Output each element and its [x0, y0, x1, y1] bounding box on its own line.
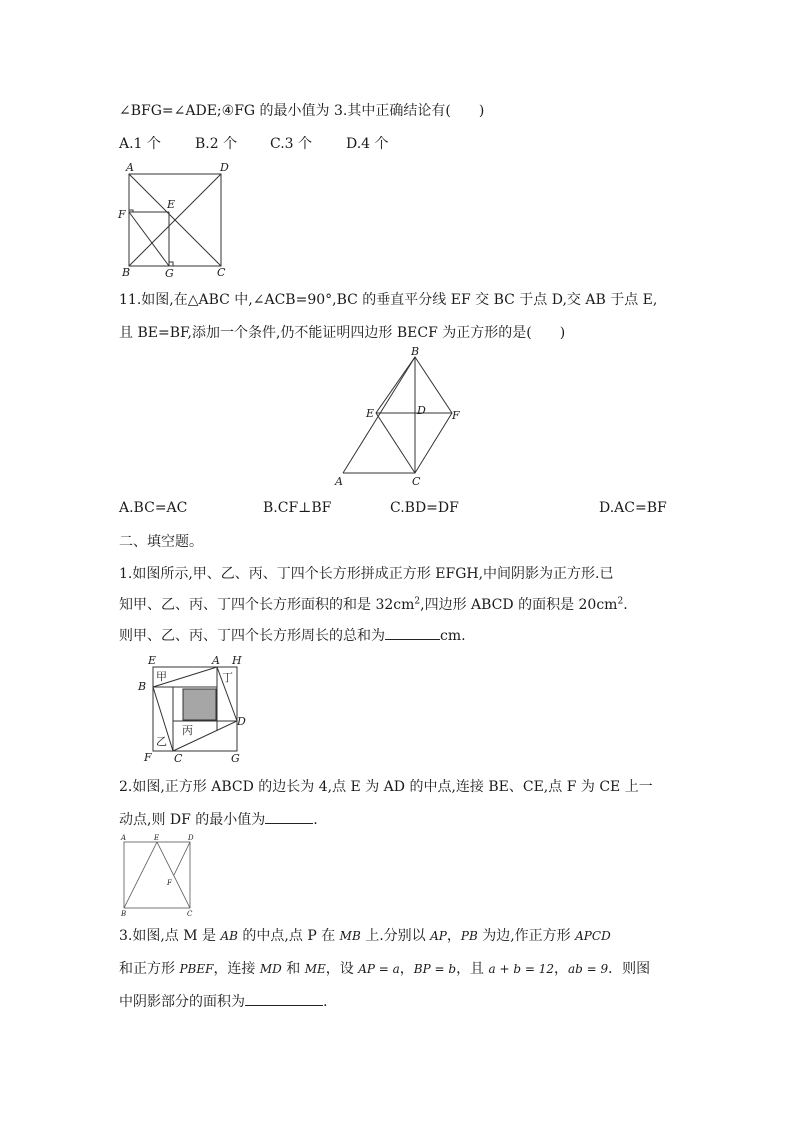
- q11-line1: 11.如图,在△ABC 中,∠ACB=90°,BC 的垂直平分线 EF 交 BC 于点 D,交 AB 于点 E,: [119, 292, 658, 308]
- f3-math-apcd: APCD: [575, 929, 611, 943]
- f2-line2-a: 动点,则 DF 的最小值为: [119, 812, 266, 828]
- f3-text: 为边,作正方形: [477, 928, 576, 944]
- q10-choice-b: B.2 个: [195, 136, 238, 152]
- f2-answer-blank[interactable]: [265, 811, 313, 824]
- f1-line2-c: .: [623, 597, 628, 613]
- q11-choice-d: D.AC=BF: [599, 500, 667, 516]
- f1-line2-a: 知甲、乙、丙、丁四个长方形面积的和是 32cm: [119, 597, 415, 613]
- f2-label-d: D: [188, 834, 194, 842]
- f1-label-e: E: [148, 654, 157, 667]
- f3-line1: [119, 925, 611, 945]
- q11-label-e: E: [366, 407, 375, 420]
- q11-figure: [328, 345, 468, 490]
- f1-label-jia: 甲: [156, 670, 167, 683]
- f1-sup-2: 2: [617, 596, 624, 607]
- f2-label-a: A: [121, 834, 127, 842]
- q11-choice-b: B.CF⊥BF: [263, 500, 332, 516]
- f3-math-eq1: AP = a: [358, 962, 400, 976]
- f1-line1: 1.如图所示,甲、乙、丙、丁四个长方形拼成正方形 EFGH,中间阴影为正方形.已: [119, 566, 614, 582]
- f1-label-yi: 乙: [156, 735, 167, 748]
- f3-math-eq4: ab = 9: [568, 962, 609, 976]
- f1-line2: [119, 594, 628, 614]
- q11-label-a: A: [335, 475, 343, 488]
- f3-text: 和: [281, 961, 305, 977]
- f3-math-pbef: PBEF: [179, 962, 214, 976]
- f2-label-e: E: [154, 834, 160, 842]
- f3-math-me: ME: [304, 962, 326, 976]
- f3-text: 中阴影部分的面积为: [119, 994, 245, 1010]
- f2-label-b: B: [121, 910, 127, 918]
- f2-line1: 2.如图,正方形 ABCD 的边长为 4,点 E 为 AD 的中点,连接 BE、CE,点 F 为 CE 上一: [119, 779, 653, 795]
- f3-text: ，设: [325, 961, 359, 977]
- f1-label-f: F: [144, 751, 152, 764]
- f1-sup-1: 2: [414, 596, 421, 607]
- f1-line3-b: cm.: [440, 628, 466, 644]
- f3-text: ，且: [456, 961, 489, 977]
- f3-math-pb: PB: [460, 929, 478, 943]
- f2-line2-b: .: [313, 812, 318, 828]
- f1-label-h: H: [232, 654, 242, 667]
- f2-label-f: F: [167, 879, 172, 887]
- f3-text: 和正方形: [119, 961, 180, 977]
- f2-label-c: C: [187, 910, 193, 918]
- f3-text: ．则图: [608, 961, 651, 977]
- q11-label-f: F: [452, 409, 460, 422]
- f1-label-b: B: [138, 680, 147, 693]
- f3-math-ap: AP: [430, 929, 447, 943]
- f2-figure: [118, 833, 198, 919]
- q11-label-d: D: [417, 404, 426, 417]
- f3-math-md: MD: [259, 962, 282, 976]
- q10-label-g: G: [165, 267, 174, 280]
- f3-line2: [119, 958, 650, 978]
- f3-text: .: [323, 994, 328, 1010]
- f3-text: 上.分别以: [360, 928, 431, 944]
- f3-text: ，: [554, 961, 568, 977]
- f3-line3: [119, 991, 327, 1011]
- q10-label-f: F: [118, 208, 126, 221]
- f1-label-ding: 丁: [222, 671, 233, 684]
- q11-label-b: B: [411, 345, 420, 358]
- f3-math-mb: MB: [339, 929, 361, 943]
- f1-figure: [136, 652, 254, 764]
- f1-label-c: C: [174, 752, 183, 764]
- section-title: 二、填空题。: [119, 534, 203, 550]
- q11-choice-c: C.BD=DF: [390, 500, 459, 516]
- q10-choice-d: D.4 个: [346, 136, 389, 152]
- f1-answer-blank[interactable]: [385, 627, 440, 640]
- f1-label-bing: 丙: [182, 724, 193, 737]
- f1-label-g: G: [231, 752, 240, 764]
- f3-text: ，: [446, 928, 461, 944]
- f2-line2: [119, 809, 318, 829]
- q10-label-d: D: [220, 161, 229, 174]
- f3-text: 的中点,点 P 在: [237, 928, 340, 944]
- f3-text: ，: [399, 961, 414, 977]
- q10-choice-c: C.3 个: [270, 136, 313, 152]
- f3-math-eq3: a + b = 12: [488, 962, 554, 976]
- f3-answer-blank[interactable]: [245, 993, 323, 1006]
- q10-figure: [115, 160, 235, 280]
- q10-label-c: C: [217, 266, 226, 279]
- q11-line2: 且 BE=BF,添加一个条件,仍不能证明四边形 BECF 为正方形的是( ): [119, 325, 566, 341]
- q10-label-e: E: [167, 198, 176, 211]
- q10-label-a: A: [126, 161, 134, 174]
- f3-math-eq2: BP = b: [413, 962, 457, 976]
- f1-line3: [119, 625, 466, 645]
- f1-label-a: A: [212, 654, 220, 667]
- f1-line3-a: 则甲、乙、丙、丁四个长方形周长的总和为: [119, 628, 385, 644]
- f3-math-ab: AB: [220, 929, 238, 943]
- f1-line2-b: ,四边形 ABCD 的面积是 20cm: [420, 597, 618, 613]
- f3-text: ，连接: [213, 961, 260, 977]
- q11-choice-a: A.BC=AC: [119, 500, 188, 516]
- q10-choice-a: A.1 个: [119, 136, 161, 152]
- f1-label-d: D: [237, 715, 246, 728]
- q10-stem-tail: ∠BFG=∠ADE;④FG 的最小值为 3.其中正确结论有( ): [119, 103, 485, 119]
- f3-text: 3.如图,点 M 是: [119, 928, 221, 944]
- q11-label-c: C: [412, 475, 421, 488]
- q10-label-b: B: [122, 266, 131, 279]
